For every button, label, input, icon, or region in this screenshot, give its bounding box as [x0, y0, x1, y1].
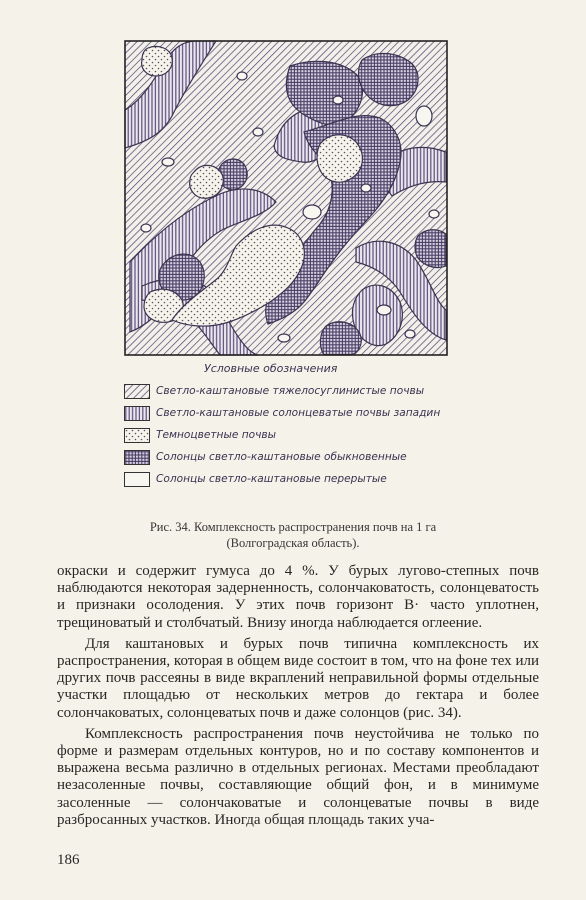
legend-item-solonetz-dug — [124, 468, 454, 490]
map-zone-dug-solonetz — [377, 305, 391, 315]
caption-line: Рис. 34. Комплексность распространения почв на 1 га — [149, 520, 437, 534]
body-text — [57, 563, 539, 829]
map-zone-dug-solonetz — [253, 128, 263, 136]
legend-title: Условные обозначения — [204, 362, 338, 375]
blank-swatch-icon — [124, 472, 150, 487]
dots-swatch-icon — [124, 428, 150, 443]
map-zone-dug-solonetz — [141, 224, 151, 232]
map-zone-dug-solonetz — [303, 205, 321, 219]
soil-complexity-map — [124, 40, 448, 356]
legend-label: Солонцы светло-каштановые обыкновенные — [156, 451, 407, 463]
paragraph: Комплексность распространения почв неустойчива не только по форме и размерам отдельных контуров, но и по составу компонентов и выражена весьма различно в отдельных регионах. Местами преобладают незасоленные почвы, составляющие общий фон, и в минимуме засоленные — солончаковатые и солонцеватые почвы в виде разбросанных участков. Иногда общая площадь таких уча- — [57, 725, 539, 828]
map-zone-solonetz-ordinary — [320, 322, 361, 355]
legend-item-light-chestnut-solonetzic-depressions — [124, 402, 454, 424]
map-legend — [124, 362, 454, 490]
legend-label: Темноцветные почвы — [156, 429, 276, 441]
map-zone-dug-solonetz — [333, 96, 343, 104]
cross-hatch-swatch-icon — [124, 450, 150, 465]
diagonal-hatch-swatch-icon — [124, 384, 150, 399]
map-zone-dug-solonetz — [416, 106, 432, 126]
figure-caption — [60, 519, 526, 551]
map-zone-dark-colored — [190, 165, 224, 198]
map-zone-dug-solonetz — [278, 334, 290, 342]
caption-line: (Волгоградская область). — [226, 536, 360, 550]
map-zone-dug-solonetz — [361, 184, 371, 192]
map-zone-dark-colored — [142, 46, 173, 76]
legend-item-dark-colored — [124, 424, 454, 446]
legend-label: Солонцы светло-каштановые перерытые — [156, 473, 387, 485]
map-zone-dug-solonetz — [429, 210, 439, 218]
vertical-hatch-swatch-icon — [124, 406, 150, 421]
legend-item-light-chestnut-heavy-loam — [124, 380, 454, 402]
legend-label: Светло-каштановые солонцеватые почвы западин — [156, 407, 441, 419]
map-zone-dug-solonetz — [405, 330, 415, 338]
legend-label: Светло-каштановые тяжелосуглинистые почвы — [156, 385, 425, 397]
paragraph: окраски и содержит гумуса до 4 %. У бурых лугово-степных почв наблюдаются некоторая задерненность, солончаковатость, солонцеватость и признаки осолодения. У этих почв горизонт B· часто уплотнен, трещиноватый и столбчатый. Внизу иногда наблюдается оглеение. — [57, 563, 539, 631]
map-zone-dug-solonetz — [162, 158, 174, 166]
map-zone-dug-solonetz — [237, 72, 247, 80]
map-zone-dark-colored — [317, 135, 362, 182]
legend-item-solonetz-ordinary — [124, 446, 454, 468]
page-number: 186 — [57, 852, 80, 868]
paragraph: Для каштановых и бурых почв типична комплексность их распространения, которая в общем виде состоит в том, что на фоне тех или других почв рассеяны в виде вкраплений неправильной формы отдельные участки площадью от нескольких метров до гектара и более солончаковатых, солонцеватых почв и даже солонцов (рис. 34). — [57, 635, 539, 721]
